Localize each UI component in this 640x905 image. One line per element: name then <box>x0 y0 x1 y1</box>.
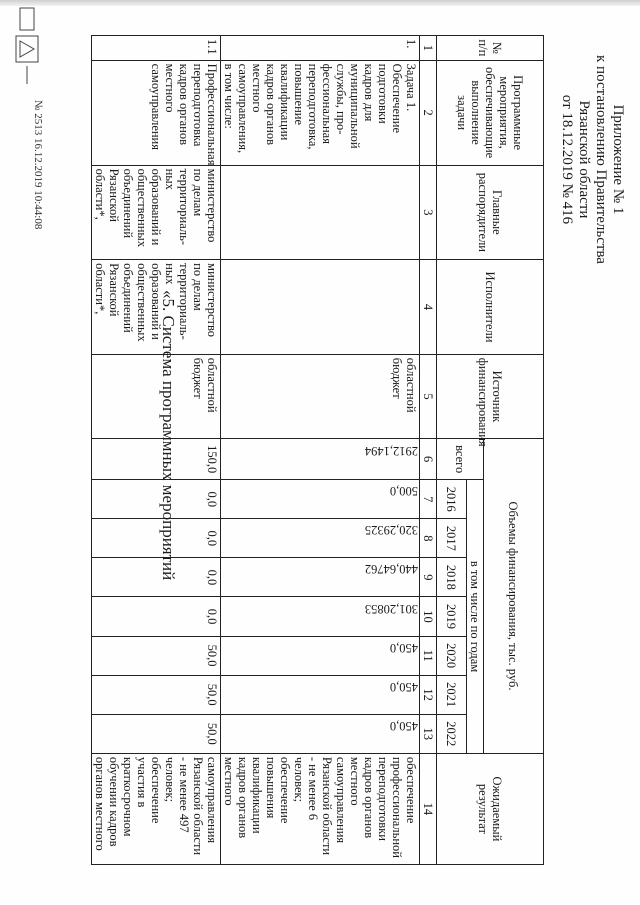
header-total: всего <box>437 439 484 480</box>
column-number: 8 <box>420 519 437 558</box>
row-2021: 450,0 <box>389 679 418 694</box>
row-2017-cell <box>221 519 420 558</box>
row-source: областной бюджет <box>221 354 420 438</box>
header-managers: Главные распорядители <box>437 165 544 260</box>
row-result: обеспечение профессиональной переподготовки кадров органов местного самоуправления Рязанской области - не менее 6 человек; обеспечение повышения квалификации кадров органов местного <box>221 753 420 864</box>
appendix-line-3: Рязанской области <box>576 100 592 219</box>
appendix-line-4: от 18.12.2019 № 416 <box>559 94 575 225</box>
row-2021-cell <box>221 675 420 714</box>
column-number: 1 <box>420 36 437 61</box>
row-2022: 450,0 <box>389 718 418 733</box>
row-2022: 50,0 <box>92 714 221 753</box>
row-2022-cell <box>221 714 420 753</box>
row-2020-cell <box>221 636 420 675</box>
table-row <box>221 36 420 865</box>
organization-logo <box>14 6 40 86</box>
row-executor <box>221 260 420 355</box>
row-num: 1. <box>221 36 420 61</box>
header-year-2016: 2016 <box>437 480 467 519</box>
column-number: 4 <box>420 260 437 355</box>
header-source: Источник финансирования <box>437 354 544 438</box>
header-year-2019: 2019 <box>437 597 467 636</box>
header-including: в том числе по годам <box>467 480 484 754</box>
row-result: самоуправления Рязанской области - не менее 497 человек; обеспечение участия в краткосрочном обучении кадров органов местного <box>92 753 221 864</box>
header-year-2021: 2021 <box>437 675 467 714</box>
row-manager: министерство по делам территориаль-ных образований и общественных объединений Рязанской области*, <box>92 165 221 260</box>
table-row <box>92 36 221 865</box>
row-manager <box>221 165 420 260</box>
row-2020: 50,0 <box>92 636 221 675</box>
row-2020: 450,0 <box>389 640 418 655</box>
column-number: 7 <box>420 480 437 519</box>
row-2018: 440,64762 <box>364 562 418 577</box>
registration-stamp: № 2513 16.12.2019 10:44:08 <box>32 100 44 230</box>
header-measures: Программные мероприятия, обеспечивающие выполнение задачи <box>437 60 544 165</box>
column-number: 10 <box>420 597 437 636</box>
column-number: 11 <box>420 636 437 675</box>
column-number: 2 <box>420 60 437 165</box>
column-number: 3 <box>420 165 437 260</box>
row-2016: 500,0 <box>389 484 418 499</box>
row-2019: 0,0 <box>92 597 221 636</box>
row-total: 150,0 <box>92 439 221 480</box>
row-num: 1.1 <box>92 36 221 61</box>
row-2018: 0,0 <box>92 558 221 597</box>
row-2019: 301,20853 <box>364 601 418 616</box>
row-measure: Задача 1. Обеспечение подготовки кадров для муниципальной службы, про-фессиональная переподготовка, повышение квалификации кадров органов местного самоуправления, в том числе: <box>221 60 420 165</box>
column-number: 12 <box>420 675 437 714</box>
row-2018-cell <box>221 558 420 597</box>
row-2017: 320,29325 <box>364 523 418 538</box>
section-title: «5. Система программных мероприятий <box>159 290 178 581</box>
column-number: 5 <box>420 354 437 438</box>
row-2019-cell <box>221 597 420 636</box>
header-executors: Исполнители <box>437 260 544 355</box>
header-volumes: Объемы финансирования, тыс. руб. <box>484 439 544 754</box>
column-number: 6 <box>420 439 437 480</box>
column-number: 9 <box>420 558 437 597</box>
header-year-2020: 2020 <box>437 636 467 675</box>
header-year-2017: 2017 <box>437 519 467 558</box>
header-year-2022: 2022 <box>437 714 467 753</box>
header-year-2018: 2018 <box>437 558 467 597</box>
row-total: 2912,1494 <box>364 444 418 459</box>
column-number: 14 <box>420 753 437 864</box>
row-total-cell <box>221 439 420 480</box>
row-2016-cell <box>221 480 420 519</box>
row-2017: 0,0 <box>92 519 221 558</box>
header-result: Ожидаемый результат <box>437 753 544 864</box>
header-num: № п/п <box>437 36 544 61</box>
row-measure: Профессиональная переподготовка кадров органов местного самоуправления <box>92 60 221 165</box>
column-number: 13 <box>420 714 437 753</box>
row-2021: 50,0 <box>92 675 221 714</box>
appendix-line-1: Приложение № 1 <box>610 104 626 215</box>
appendix-line-2: к постановлению Правительства <box>593 55 609 264</box>
row-executor: министерство по делам территориаль-ных образований и общественных объединений Рязанской области*, <box>92 260 221 355</box>
appendix-header <box>558 55 626 264</box>
row-2016: 0,0 <box>92 480 221 519</box>
row-source: областной бюджет <box>92 354 221 438</box>
